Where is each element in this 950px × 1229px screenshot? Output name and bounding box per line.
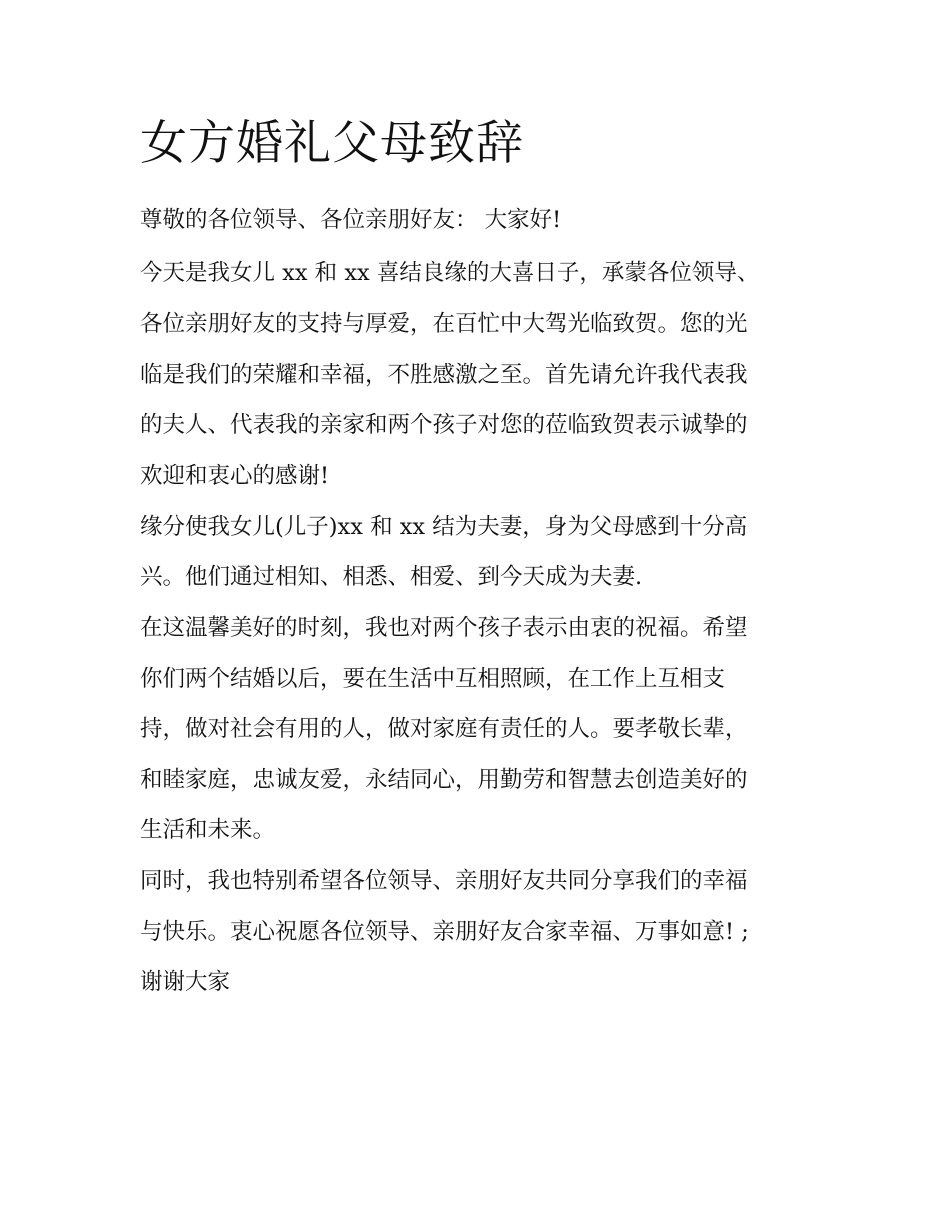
paragraph-line: 临是我们的荣耀和幸福，不胜感激之至。首先请允许我代表我 xyxy=(140,362,748,388)
paragraph-line: 同时，我也特别希望各位领导、亲朋好友共同分享我们的幸福 xyxy=(140,868,748,894)
paragraph-line: 欢迎和衷心的感谢! xyxy=(140,463,330,489)
paragraph-line: 尊敬的各位领导、各位亲朋好友： 大家好! xyxy=(140,207,562,233)
paragraph-line: 生活和未来。 xyxy=(140,817,276,843)
paragraph-line: 与快乐。衷心祝愿各位领导、亲朋好友合家幸福、万事如意! ; xyxy=(140,919,749,945)
paragraph-line: 今天是我女儿 xx 和 xx 喜结良缘的大喜日子，承蒙各位领导、 xyxy=(140,260,760,286)
paragraph-line: 谢谢大家 xyxy=(140,969,231,995)
paragraph-line: 在这温馨美好的时刻，我也对两个孩子表示由衷的祝福。希望 xyxy=(140,615,748,641)
paragraph-line: 各位亲朋好友的支持与厚爱，在百忙中大驾光临致贺。您的光 xyxy=(140,311,748,337)
paragraph-line: 持，做对社会有用的人，做对家庭有责任的人。要孝敬长辈， xyxy=(140,716,748,742)
paragraph-line: 你们两个结婚以后，要在生活中互相照顾，在工作上互相支 xyxy=(140,666,726,692)
paragraph-line: 的夫人、代表我的亲家和两个孩子对您的莅临致贺表示诚挚的 xyxy=(140,412,748,438)
paragraph-line: 兴。他们通过相知、相悉、相爱、到今天成为夫妻. xyxy=(140,564,643,590)
paragraph-line: 和睦家庭，忠诚友爱，永结同心，用勤劳和智慧去创造美好的 xyxy=(140,767,748,793)
paragraph-line: 缘分使我女儿(儿子)xx 和 xx 结为夫妻，身为父母感到十分高 xyxy=(140,514,748,540)
document-title: 女方婚礼父母致辞 xyxy=(140,116,524,171)
